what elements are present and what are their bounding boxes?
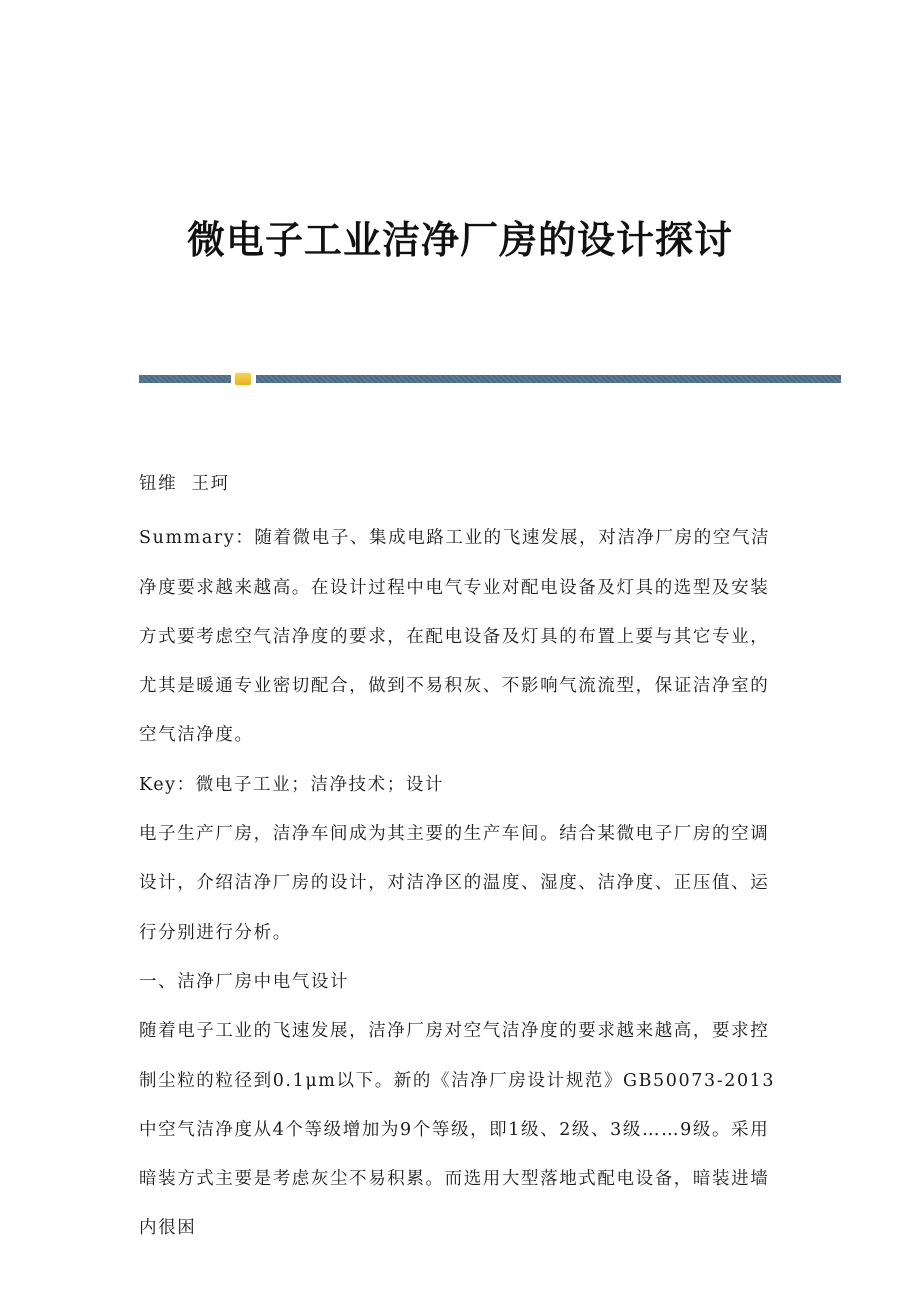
keywords: Key：微电子工业；洁净技术；设计 bbox=[139, 774, 445, 795]
divider-bar-right bbox=[256, 375, 841, 383]
section-heading: 一、洁净厂房中电气设计 bbox=[139, 971, 350, 992]
gold-badge-icon bbox=[235, 373, 251, 385]
intro-paragraph: 电子生产厂房，洁净车间成为其主要的生产车间。结合某微电子厂房的空调设计，介绍洁净厂房的设计，对洁净区的温度、湿度、洁净度、正压值、运行分别进行分析。 bbox=[139, 824, 770, 943]
summary-paragraph: Summary：随着微电子、集成电路工业的飞速发展，对洁净厂房的空气洁净度要求越来越高。在设计过程中电气专业对配电设备及灯具的选型及安装方式要考虑空气洁净度的要求，在配电设备及灯具的布置上要与其它专业，尤其是暖通专业密切配合，做到不易积灰、不影响气流流型，保证洁净室的空气洁净度。 bbox=[139, 528, 771, 746]
authors: 钮维 王珂 bbox=[139, 474, 230, 494]
document-body bbox=[139, 460, 784, 1254]
divider-bar-left bbox=[139, 375, 231, 383]
section-body-paragraph: 随着电子工业的飞速发展，洁净厂房对空气洁净度的要求越来越高，要求控制尘粒的粒径到0.1μm以下。新的《洁净厂房设计规范》GB50073-2013中空气洁净度从4个等级增加为9个等级，即1级、2级、3级……9级。采用暗装方式主要是考虑灰尘不易积累。而选用大型落地式配电设备，暗装进墙内很困 bbox=[139, 1021, 776, 1239]
document-title: 微电子工业洁净厂房的设计探讨 bbox=[186, 217, 733, 262]
title-divider bbox=[139, 375, 841, 383]
